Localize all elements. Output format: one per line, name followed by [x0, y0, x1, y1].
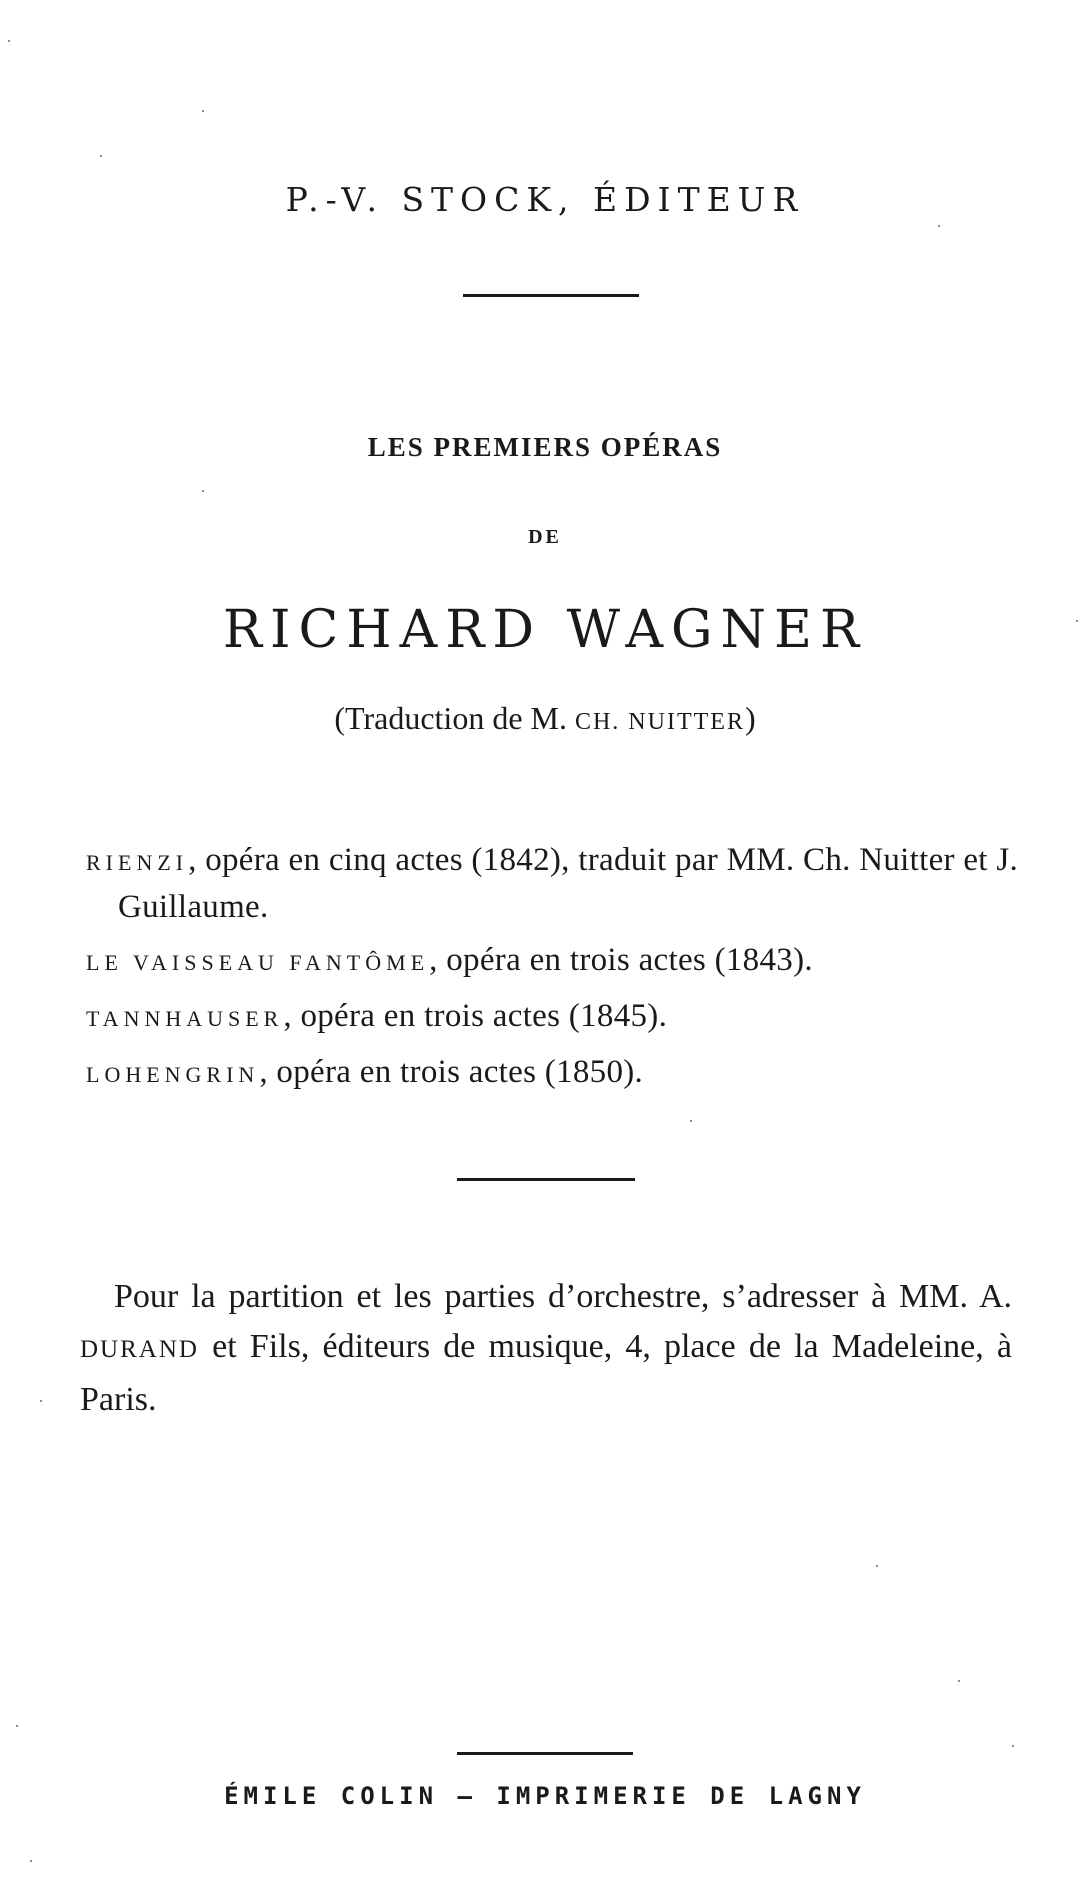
- print-speck: [16, 1725, 18, 1727]
- work-title: LE VAISSEAU FANTÔME: [86, 950, 430, 975]
- work-item: [86, 938, 1026, 985]
- print-speck: [40, 1400, 42, 1402]
- print-speck: [8, 40, 10, 42]
- work-title: RIENZI: [86, 850, 189, 875]
- work-item: [86, 994, 1026, 1041]
- work-description: , opéra en trois actes (1845).: [283, 998, 668, 1034]
- work-description: , opéra en trois actes (1850).: [259, 1054, 644, 1090]
- translation-prefix: (Traduction de M.: [334, 700, 567, 736]
- work-title: TANNHAUSER: [86, 1006, 284, 1031]
- work-item: [86, 1050, 1026, 1097]
- printer-imprint: ÉMILE COLIN — IMPRIMERIE DE LAGNY: [224, 1782, 866, 1810]
- work-title: LOHENGRIN: [86, 1062, 260, 1087]
- score-note: [80, 1272, 1012, 1425]
- print-speck: [202, 110, 204, 112]
- print-speck: [100, 155, 102, 157]
- work-description: , opéra en trois actes (1843).: [429, 942, 813, 978]
- note-publisher-name: DURAND: [80, 1336, 199, 1363]
- work-description: , opéra en cinq actes (1842), traduit par MM. Ch. Nuitter et J. Guillaume.: [118, 842, 1019, 925]
- translator-name: CH. NUITTER: [574, 709, 745, 735]
- print-speck: [1012, 1745, 1014, 1747]
- work-item: [86, 838, 1026, 929]
- translation-credit: [0, 700, 1090, 737]
- series-title: LES PREMIERS OPÉRAS: [367, 432, 723, 462]
- author-name: RICHARD WAGNER: [222, 600, 868, 660]
- divider-rule: [463, 294, 639, 297]
- divider-rule: [457, 1178, 635, 1181]
- note-text-part2: et Fils, éditeurs de musique, 4, place de la Madeleine, à Paris.: [80, 1328, 1013, 1418]
- print-speck: [690, 1120, 692, 1122]
- series-connector: DE: [528, 526, 562, 548]
- print-speck: [1076, 620, 1078, 622]
- publisher-line: P.-V. STOCK, ÉDITEUR: [285, 180, 805, 219]
- print-speck: [938, 225, 940, 227]
- note-text-part1: Pour la partition et les parties d’orchestre, s’adresser à MM. A.: [114, 1278, 1012, 1315]
- works-list: [86, 838, 1026, 1106]
- print-speck: [958, 1680, 960, 1682]
- divider-rule: [457, 1752, 633, 1755]
- print-speck: [30, 1860, 32, 1862]
- translation-suffix: ): [744, 700, 756, 736]
- print-speck: [202, 490, 204, 492]
- print-speck: [876, 1565, 878, 1567]
